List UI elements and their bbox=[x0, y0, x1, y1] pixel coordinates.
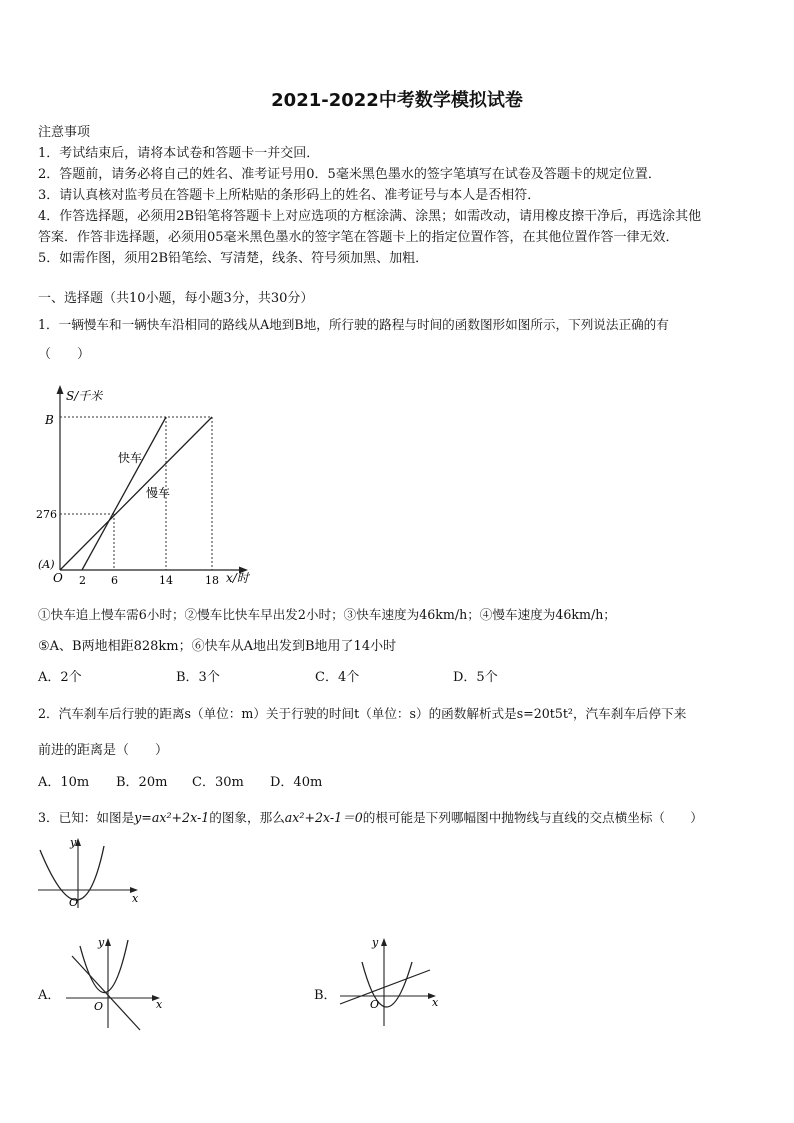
x-tick-2: 2 bbox=[79, 574, 86, 587]
x-label: x bbox=[156, 998, 163, 1011]
q3-option-b[interactable]: B． bbox=[314, 988, 337, 1003]
y-label: y bbox=[372, 936, 379, 949]
y-tick-276: 276 bbox=[36, 508, 57, 521]
q2-option-c[interactable]: C．30m bbox=[192, 775, 244, 790]
x-tick-6: 6 bbox=[111, 574, 118, 587]
y-label: y bbox=[70, 836, 77, 849]
q1-distance-time-graph bbox=[36, 380, 256, 592]
y-axis-label: S/千米 bbox=[66, 389, 103, 403]
q1-statements-2: ⑤A、B两地相距828km；⑥快车从A地出发到B地用了14小时 bbox=[38, 639, 397, 654]
y-axis-arrow bbox=[381, 938, 387, 946]
q1-statements-1: ①快车追上慢车需6小时；②慢车比快车早出发2小时；③快车速度为46km/h；④慢车速度为46km/h； bbox=[38, 607, 616, 622]
q3-reference-parabola bbox=[32, 832, 152, 912]
origin-label: O bbox=[94, 1000, 104, 1013]
notice-item: 5．如需作图，须用2B铅笔绘、写清楚，线条、符号须加黑、加粗． bbox=[38, 251, 429, 266]
q3-eq1: y=ax²+2x-1 bbox=[134, 810, 210, 825]
q1-paren: （ ） bbox=[38, 347, 91, 362]
q1-option-d[interactable]: D．5个 bbox=[453, 670, 498, 685]
page-title: 2021-2022中考数学模拟试卷 bbox=[271, 90, 523, 111]
notice-item: 4．作答选择题，必须用2B铅笔将答题卡上对应选项的方框涂满、涂黑；如需改动，请用橡皮擦干净后，再选涂其他 bbox=[38, 209, 702, 224]
origin-label: O bbox=[69, 896, 79, 909]
straight-line bbox=[72, 956, 140, 1030]
origin-label: O bbox=[53, 571, 63, 585]
section-heading: 一、选择题（共10小题，每小题3分，共30分） bbox=[38, 291, 314, 306]
q1-option-c[interactable]: C．4个 bbox=[315, 670, 360, 685]
q2-stem-2: 前进的距离是（ ） bbox=[38, 743, 169, 758]
q3-option-a[interactable]: A． bbox=[38, 988, 61, 1003]
q2-option-b[interactable]: B．20m bbox=[116, 775, 168, 790]
q3-stem-c: 的根可能是下列哪幅图中抛物线与直线的交点横坐标（ ） bbox=[362, 810, 703, 825]
notice-item: 答案．作答非选择题，必须用05毫米黑色墨水的签字笔在答题卡上的指定位置作答，在其他位置作答一律无效． bbox=[38, 230, 679, 245]
notice-item: 3．请认真核对监考员在答题卡上所粘贴的条形码上的姓名、准考证号与本人是否相符． bbox=[38, 188, 541, 203]
q3-option-b-graph bbox=[336, 932, 446, 1032]
q2-option-a[interactable]: A．10m bbox=[38, 775, 90, 790]
q3-stem-b: 的图象，那么 bbox=[209, 810, 285, 825]
q1-stem: 1．一辆慢车和一辆快车沿相同的路线从A地到B地，所行驶的路程与时间的函数图形如图所示，下列说法正确的有 bbox=[38, 317, 669, 332]
q3-eq2: ax²+2x-1＝0 bbox=[284, 810, 363, 825]
y-axis-arrow bbox=[105, 938, 111, 946]
parabola bbox=[40, 846, 104, 900]
point-a-label: (A) bbox=[38, 558, 55, 571]
q3-stem-a: 3．已知：如图是 bbox=[38, 810, 135, 825]
point-b-label: B bbox=[45, 413, 54, 427]
x-label: x bbox=[132, 892, 139, 905]
notice-heading: 注意事项 bbox=[38, 125, 91, 140]
q2-option-d[interactable]: D．40m bbox=[270, 775, 323, 790]
notice-item: 1．考试结束后，请将本试卷和答题卡一并交回． bbox=[38, 146, 320, 161]
q1-option-a[interactable]: A．2个 bbox=[38, 670, 82, 685]
q1-option-b[interactable]: B．3个 bbox=[176, 670, 220, 685]
straight-line bbox=[340, 970, 430, 1004]
x-axis-label: x/时 bbox=[226, 571, 249, 585]
y-axis-arrow bbox=[57, 385, 64, 394]
fast-car-label: 快车 bbox=[118, 451, 143, 465]
notice-item: 2．答题前，请务必将自己的姓名、准考证号用0．5毫米黑色墨水的签字笔填写在试卷及答题卡的规定位置． bbox=[38, 167, 661, 182]
x-tick-18: 18 bbox=[205, 574, 219, 587]
slow-car-line bbox=[60, 417, 212, 570]
x-tick-14: 14 bbox=[159, 574, 173, 587]
x-label: x bbox=[432, 996, 439, 1009]
origin-label: O bbox=[370, 998, 380, 1011]
slow-car-label: 慢车 bbox=[146, 486, 171, 500]
q2-stem: 2．汽车刹车后行驶的距离s（单位：m）关于行驶的时间t（单位：s）的函数解析式是s=20t5t²，汽车刹车后停下来 bbox=[38, 706, 687, 721]
q3-stem bbox=[38, 807, 703, 826]
q3-option-a-graph bbox=[60, 932, 170, 1032]
y-label: y bbox=[98, 936, 105, 949]
